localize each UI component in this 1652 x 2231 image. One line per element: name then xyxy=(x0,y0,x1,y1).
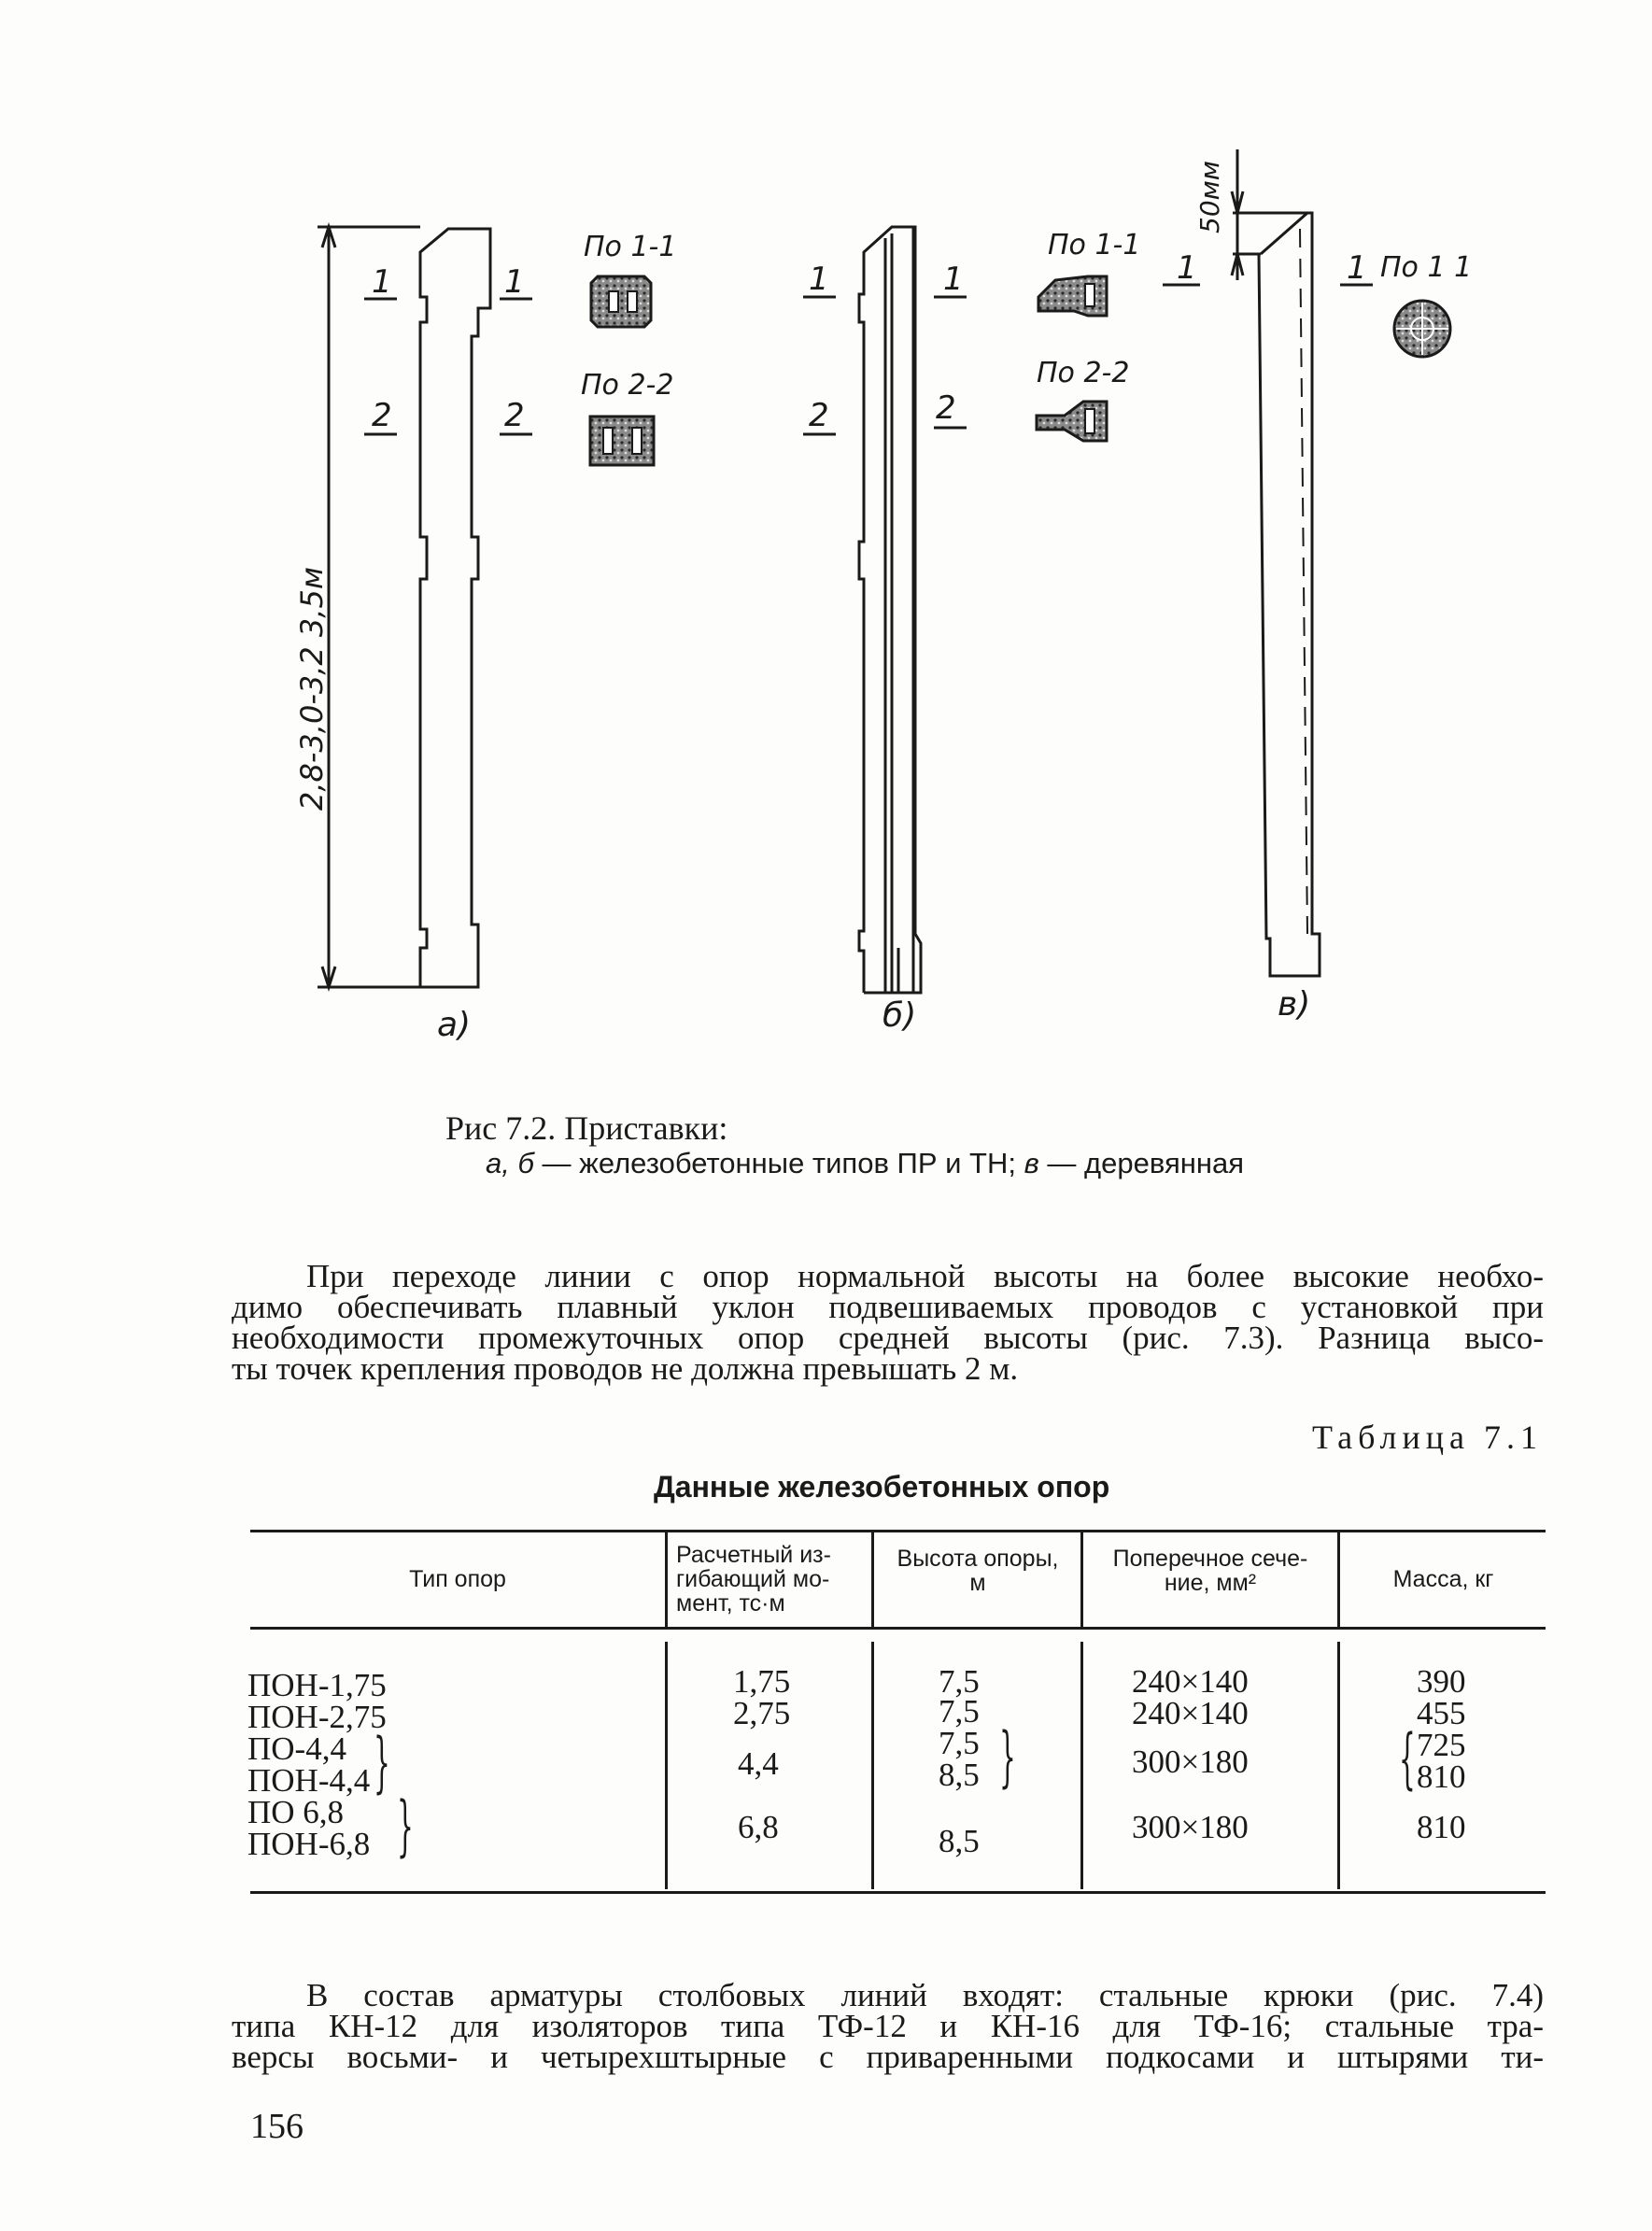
paragraph-line: версы восьми- и четырехштырные с приваренными подкосами и штырями ти- xyxy=(232,2039,1544,2075)
type-pon-2-75: ПОН-2,75 xyxy=(247,1699,387,1735)
mass-725: 725 xyxy=(1417,1727,1466,1763)
type-pon-6-8: ПОН-6,8 xyxy=(247,1826,371,1862)
paragraph-line: необходимости промежуточных опор средней высоты (рис. 7.3). Разница высо- xyxy=(232,1320,1544,1356)
paragraph-transition xyxy=(232,1258,1544,1387)
paragraph-line: димо обеспечивать плавный уклон подвешиваемых проводов с установкой при xyxy=(232,1289,1544,1325)
b-letter: б) xyxy=(882,996,917,1035)
height-5: 8,5 xyxy=(939,1823,980,1859)
section-300x180-a: 300×180 xyxy=(1132,1744,1249,1780)
table-vline xyxy=(1337,1530,1340,1627)
brace-po-6-8: } xyxy=(397,1787,414,1864)
section-a-1 xyxy=(591,276,651,327)
type-po-4-4: ПО-4,4 xyxy=(247,1730,346,1767)
dimension-50mm-label: 50мм xyxy=(1194,161,1225,233)
paragraph-line: типа КН-12 для изоляторов типа ТФ-12 и КН-16 для ТФ-16; стальные тра- xyxy=(232,2008,1544,2044)
a-section-2-title: По 2-2 xyxy=(581,369,674,402)
header-height: Высота опоры, м xyxy=(897,1546,1059,1596)
post-c-outline xyxy=(1232,149,1320,976)
figure-drawing xyxy=(0,0,1652,1046)
dimension-height-label: 2,8-3,0-3,2 3,5м xyxy=(294,567,330,811)
paragraph-line: В состав арматуры столбовых линий входят: стальные крюки (рис. 7.4) xyxy=(306,1977,1544,2013)
header-moment: Расчетный из- гибающий мо- мент, тс·м xyxy=(676,1542,831,1617)
table-vline xyxy=(1080,1642,1083,1889)
b-section-2-title: По 2-2 xyxy=(1037,357,1130,389)
header-section: Поперечное сече- ние, мм² xyxy=(1112,1546,1308,1596)
mass-455: 455 xyxy=(1417,1695,1466,1731)
table-title: Данные железобетонных опор xyxy=(654,1470,1110,1504)
c-mark-1-left: 1 xyxy=(1177,249,1197,287)
c-mark-1-right: 1 xyxy=(1347,249,1367,287)
height-3: 7,5 xyxy=(939,1725,980,1761)
figure-caption-line2 xyxy=(486,1149,1244,1178)
moment-1-75: 1,75 xyxy=(733,1663,791,1700)
caption-ab-text: — железобетонные типов ПР и ТН; xyxy=(533,1147,1024,1179)
c-letter: в) xyxy=(1278,985,1311,1024)
a-mark-1-left: 1 xyxy=(372,263,392,301)
post-b-outline xyxy=(859,227,921,993)
section-b-1 xyxy=(1038,276,1107,316)
table-bottom-rule xyxy=(250,1891,1546,1894)
paragraph-line: При переходе линии с опор нормальной высоты на более высокие необхо- xyxy=(306,1258,1544,1294)
a-section-1-title: По 1-1 xyxy=(584,231,677,263)
figure-caption-line1: Рис 7.2. Приставки: xyxy=(445,1109,728,1147)
brace-mass: { xyxy=(1399,1720,1416,1797)
height-4: 8,5 xyxy=(939,1757,980,1793)
section-240x140-b: 240×140 xyxy=(1132,1695,1249,1731)
header-mass: Масса, кг xyxy=(1392,1566,1494,1592)
height-1: 7,5 xyxy=(939,1663,980,1700)
caption-v-text: — деревянная xyxy=(1038,1147,1244,1179)
mass-390: 390 xyxy=(1417,1663,1466,1700)
table-vline xyxy=(1080,1530,1083,1627)
caption-ab: а, б xyxy=(486,1147,534,1179)
moment-4-4: 4,4 xyxy=(738,1745,779,1782)
b-section-1-title: По 1-1 xyxy=(1048,229,1141,261)
paragraph-line: ты точек крепления проводов не должна превышать 2 м. xyxy=(232,1350,1019,1387)
type-pon-4-4: ПОН-4,4 xyxy=(247,1762,371,1799)
a-mark-1-right: 1 xyxy=(504,263,525,301)
b-mark-2-right: 2 xyxy=(936,389,956,427)
table-vline xyxy=(665,1530,668,1627)
c-section-1-title: По 1 1 xyxy=(1380,251,1473,284)
table-vline xyxy=(1337,1642,1340,1889)
figure-7-2 xyxy=(0,0,1652,1046)
caption-v: в xyxy=(1024,1147,1039,1179)
b-mark-2-left: 2 xyxy=(809,397,829,434)
b-mark-1-right: 1 xyxy=(943,261,964,298)
mass-810-a: 810 xyxy=(1417,1758,1466,1795)
table-header-rule xyxy=(250,1627,1546,1630)
section-240x140-a: 240×140 xyxy=(1132,1663,1249,1700)
section-300x180-b: 300×180 xyxy=(1132,1809,1249,1845)
brace-po-4-4: } xyxy=(374,1724,390,1800)
moment-6-8: 6,8 xyxy=(738,1809,779,1845)
section-c-1 xyxy=(1394,301,1450,357)
table-label: Таблица 7.1 xyxy=(1312,1419,1543,1456)
brace-height: } xyxy=(999,1718,1016,1795)
moment-2-75: 2,75 xyxy=(733,1695,791,1731)
table-top-rule xyxy=(250,1530,1546,1532)
section-a-2 xyxy=(590,417,654,465)
section-b-2 xyxy=(1037,402,1107,441)
post-a-outline xyxy=(318,227,490,987)
type-po-6-8: ПО 6,8 xyxy=(247,1794,345,1830)
b-mark-1-left: 1 xyxy=(809,261,829,298)
height-2: 7,5 xyxy=(939,1693,980,1730)
a-letter: а) xyxy=(437,1006,472,1044)
mass-810-b: 810 xyxy=(1417,1809,1466,1845)
paragraph-fittings xyxy=(232,1977,1544,2075)
table-vline xyxy=(871,1642,874,1889)
type-pon-1-75: ПОН-1,75 xyxy=(247,1667,387,1703)
header-type: Тип опор xyxy=(409,1566,506,1592)
a-mark-2-left: 2 xyxy=(372,397,392,434)
table-vline xyxy=(665,1642,668,1889)
a-mark-2-right: 2 xyxy=(504,397,525,434)
page-number: 156 xyxy=(250,2107,304,2146)
